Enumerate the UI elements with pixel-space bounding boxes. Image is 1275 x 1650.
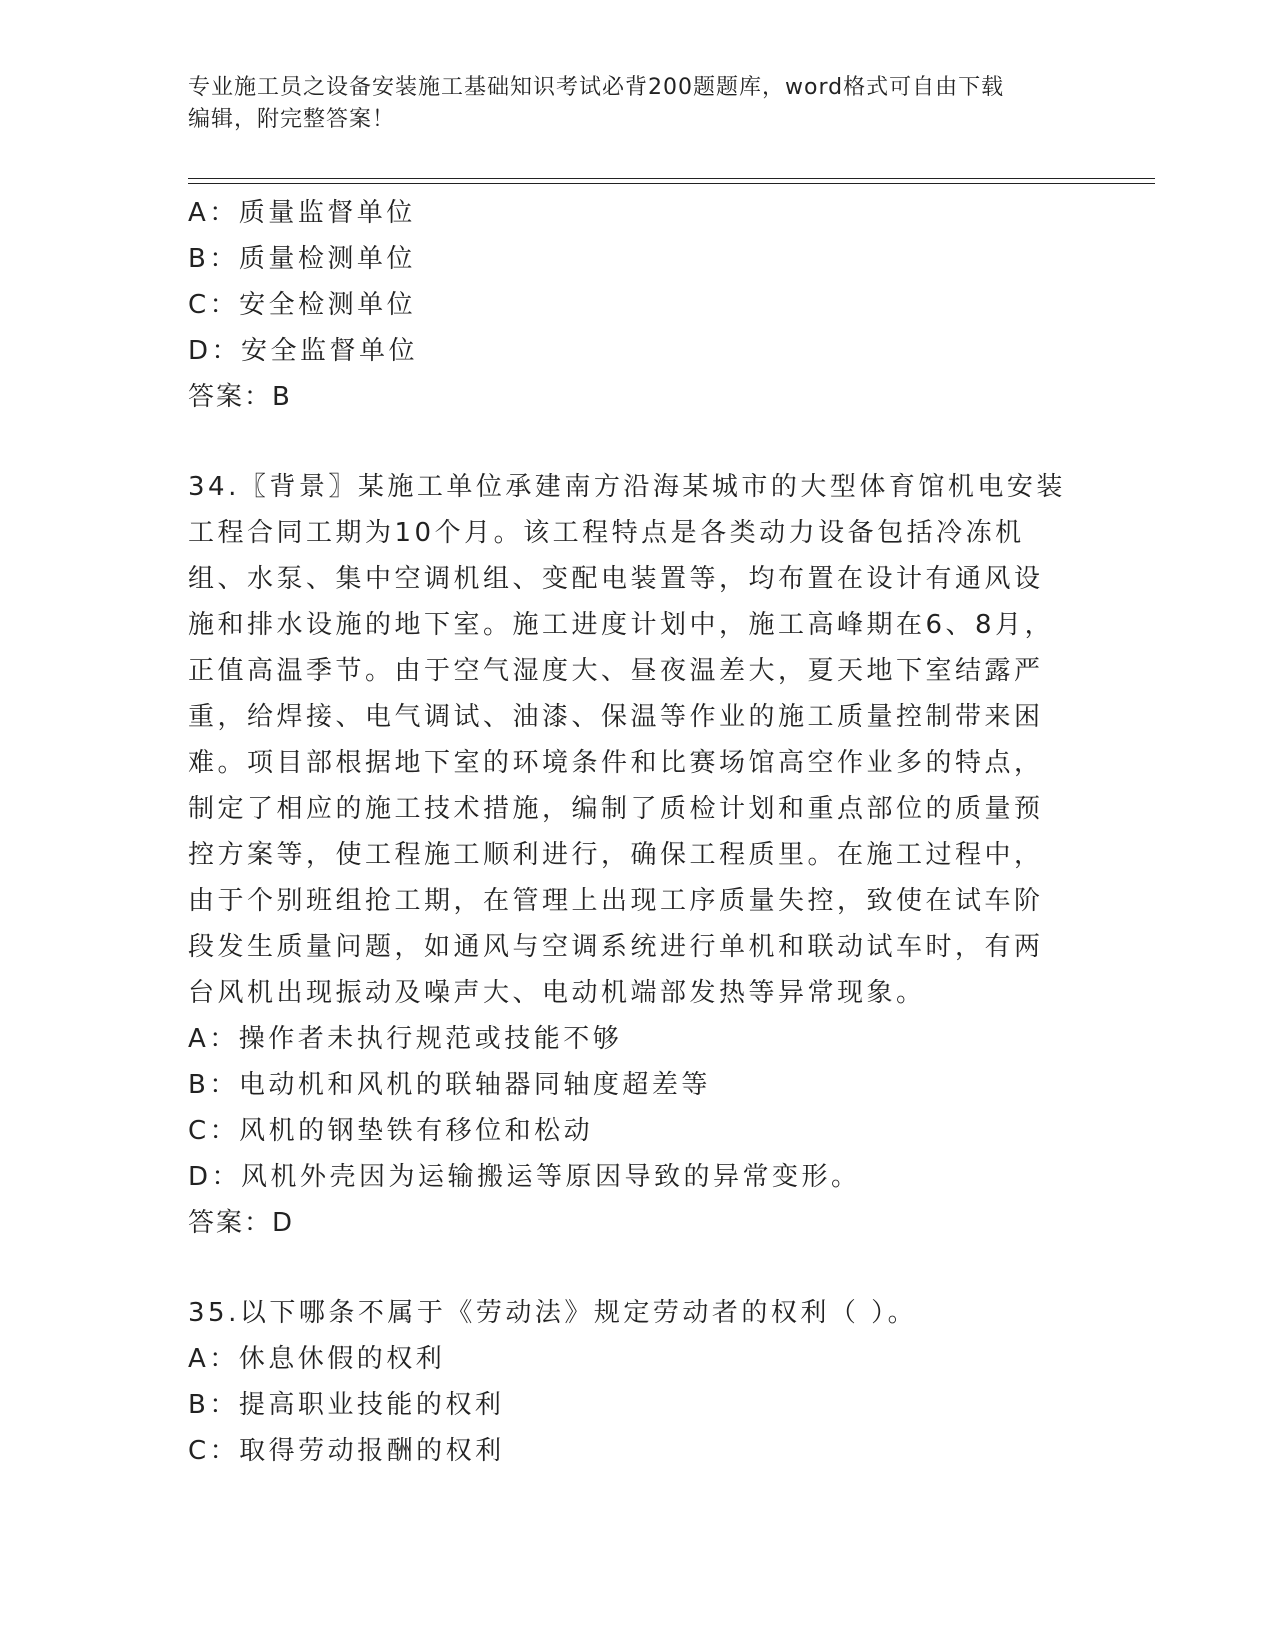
header-rule-top (188, 178, 1155, 179)
answer-line: 答案：B (188, 382, 292, 412)
option-d: D：安全监督单位 (188, 336, 419, 366)
option-d: D：风机外壳因为运输搬运等原因导致的异常变形。 (188, 1162, 861, 1192)
option-c: C：风机的钢垫铁有移位和松动 (188, 1116, 594, 1146)
question-text: 35.以下哪条不属于《劳动法》规定劳动者的权利（ ）。 (188, 1298, 918, 1328)
header-line-2: 编辑，附完整答案！ (188, 107, 396, 132)
question-text: 34.〖背景〗某施工单位承建南方沿海某城市的大型体育馆机电安装工程合同工期为10个月。该工程特点是各类动力设备包括冷冻机组、水泵、集中空调机组、变配电装置等，均布置在设计有通风设施和排水设施的地下室。施工进度计划中，施工高峰期在6、8月，正值高温季节。由于空气湿度大、昼夜温差大，夏天地下室结露严重，给焊接、电气调试、油漆、保温等作业的施工质量控制带来困难。项目部根据地下室的环境条件和比赛场馆高空作业多的特点，制定了相应的施工技术措施，编制了质检计划和重点部位的质量预控方案等，使工程施工顺利进行，确保工程质里。在施工过程中，由于个别班组抢工期，在管理上出现工序质量失控，致使在试车阶段发生质量问题，如通风与空调系统进行单机和联动试车时，有两台风机出现振动及噪声大、电动机端部发热等异常现象。 (188, 472, 1066, 1008)
answer-line: 答案：D (188, 1208, 295, 1238)
spacer (188, 1246, 1088, 1290)
option-c: C：安全检测单位 (188, 290, 417, 320)
header-rule-bottom (188, 183, 1155, 184)
option-b: B：电动机和风机的联轴器同轴度超差等 (188, 1070, 711, 1100)
option-c: C：取得劳动报酬的权利 (188, 1436, 505, 1466)
spacer (188, 420, 1088, 464)
option-b: B：质量检测单位 (188, 244, 416, 274)
option-b: B：提高职业技能的权利 (188, 1390, 505, 1420)
document-body (188, 190, 1088, 1474)
question-34-block (188, 464, 1088, 1246)
option-a: A：质量监督单位 (188, 198, 416, 228)
option-a: A：休息休假的权利 (188, 1344, 446, 1374)
question-35-block (188, 1290, 1088, 1474)
document-header (188, 72, 1068, 136)
option-a: A：操作者未执行规范或技能不够 (188, 1024, 623, 1054)
header-line-1: 专业施工员之设备安装施工基础知识考试必背200题题库，word格式可自由下载 (188, 75, 1005, 100)
question-33-block (188, 190, 1088, 420)
